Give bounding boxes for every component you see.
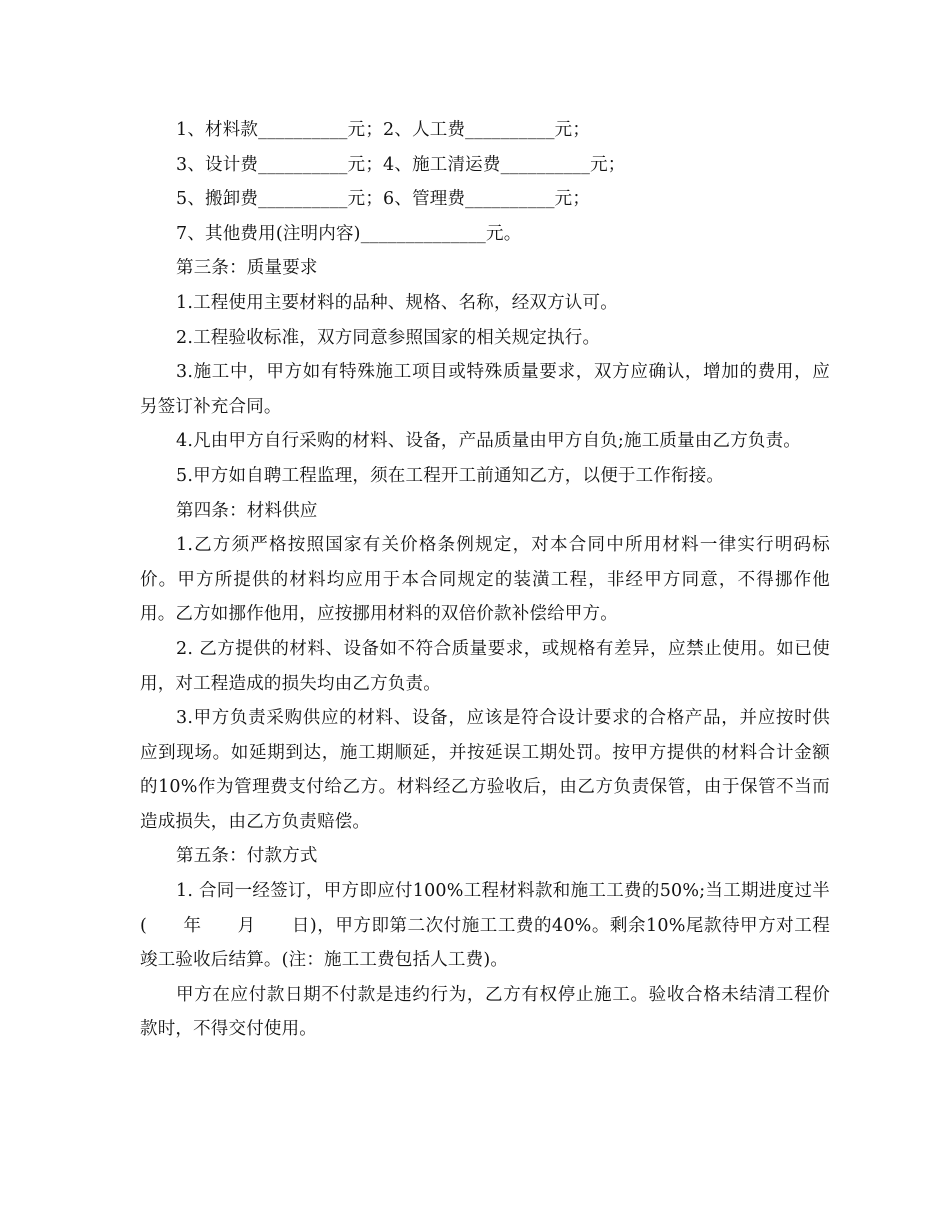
section-heading-quality: 第三条：质量要求 — [176, 258, 318, 279]
quality-clause-3: 3.施工中，甲方如有特殊施工项目或特殊质量要求，双方应确认，增加的费用，应另签订补充合同。 — [140, 362, 830, 417]
fee-line-design-cleanup: 3、设计费__________元；4、施工清运费__________元； — [176, 154, 626, 175]
fee-line-other: 7、其他费用(注明内容)______________元。 — [176, 223, 522, 244]
section-heading-payment: 第五条：付款方式 — [176, 846, 318, 867]
materials-clause-3: 3.甲方负责采购供应的材料、设备，应该是符合设计要求的合格产品，并应按时供应到现场。如延期到达，施工期顺延，并按延误工期处罚。按甲方提供的材料合计金额的10%作为管理费支付给乙方。材料经乙方验收后，由乙方负责保管，由于保管不当而造成损失，由乙方负责赔偿。 — [140, 708, 830, 832]
materials-clause-1: 1.乙方须严格按照国家有关价格条例规定，对本合同中所用材料一律实行明码标价。甲方所提供的材料均应用于本合同规定的装潢工程，非经甲方同意，不得挪作他用。乙方如挪作他用，应按挪用材料的双倍价款补偿给甲方。 — [140, 535, 830, 625]
document-body — [140, 113, 830, 1047]
fee-line-handling-management: 5、搬卸费__________元；6、管理费__________元； — [176, 189, 591, 210]
quality-clause-5: 5.甲方如自聘工程监理，须在工程开工前通知乙方，以便于工作衔接。 — [176, 465, 725, 486]
payment-clause-1: 1. 合同一经签订，甲方即应付100%工程材料款和施工工费的50%;当工期进度过半( 年 月 日)，甲方即第二次付施工工费的40%。剩余10%尾款待甲方对工程竣工验收后结算。(注：施工工费包括人工费)。 — [140, 881, 830, 971]
section-heading-materials: 第四条：材料供应 — [176, 500, 318, 521]
materials-clause-2: 2. 乙方提供的材料、设备如不符合质量要求，或规格有差异，应禁止使用。如已使用，对工程造成的损失均由乙方负责。 — [140, 638, 830, 694]
payment-clause-default: 甲方在应付款日期不付款是违约行为，乙方有权停止施工。验收合格未结清工程价款时，不得交付使用。 — [140, 984, 830, 1040]
fee-line-material-labor: 1、材料款__________元；2、人工费__________元； — [176, 120, 591, 140]
quality-clause-4: 4.凡由甲方自行采购的材料、设备，产品质量由甲方自负;施工质量由乙方负责。 — [176, 431, 801, 452]
quality-clause-1: 1.工程使用主要材料的品种、规格、名称，经双方认可。 — [176, 292, 618, 313]
quality-clause-2: 2.工程验收标准，双方同意参照国家的相关规定执行。 — [176, 327, 601, 348]
